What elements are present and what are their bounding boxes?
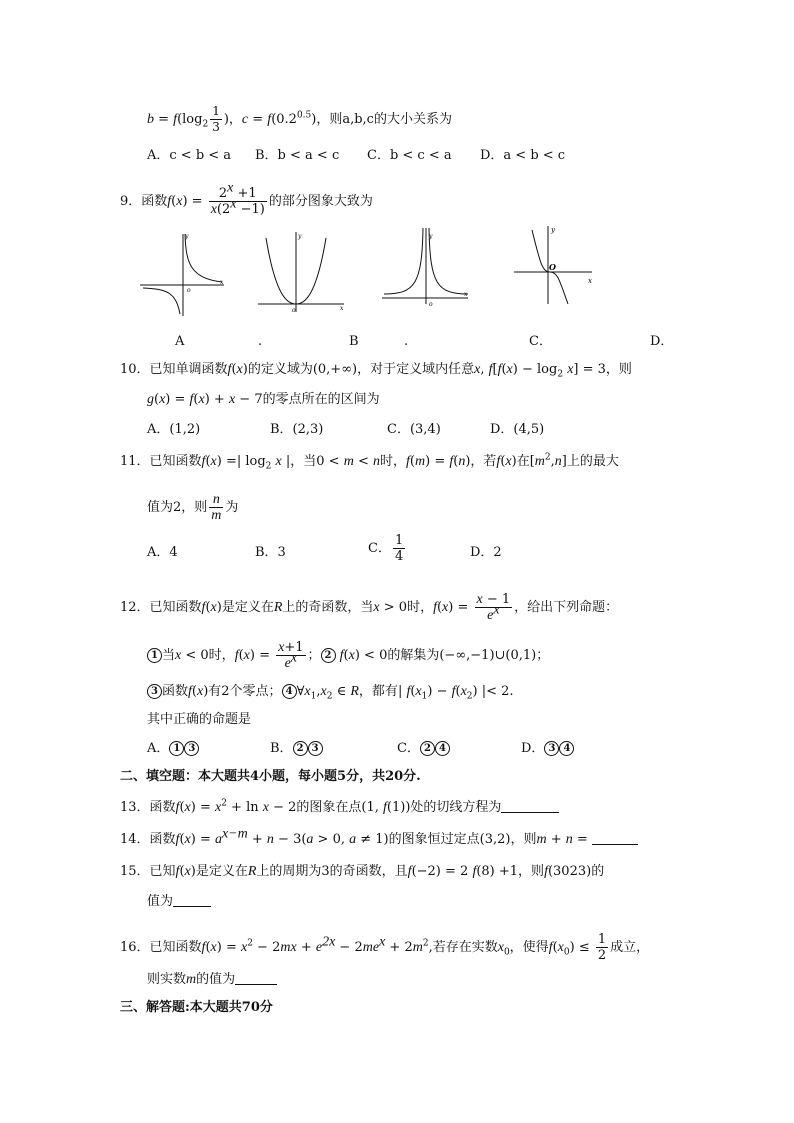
q10-option-a[interactable]: A．(1,2) <box>147 422 201 437</box>
q13-line: 13．函数$f(x) = x^2 + \ln x - 2$的图象在点(1, f(1))处的切线方程为 <box>120 798 559 818</box>
q11-line1: 11．已知函数f(x) =| $\log_2 x$ |，当0 < m < n时，f(m) = f(n)，若f(x)在$[m^2,n]$上的最大 <box>120 452 619 472</box>
graph-a[interactable] <box>138 228 228 320</box>
q9-stem: 9．函数f(x) = $\frac{2^x +1}{x(2^x -1)}$ 的部分图象大致为 <box>120 180 373 217</box>
svg-text:y: y <box>429 233 433 240</box>
q10-line1: 10．已知单调函数f(x)的定义域为(0,+∞)，对于定义域内任意x, $f[f(x) - \log_2 x] = 3$，则 <box>120 362 632 380</box>
q14-line: 14．函数$f(x) = a^{x-m} + n - 3(a > 0$, a ≠ 1)的图象恒过定点(3,2)，则m + n = <box>120 830 638 850</box>
q12-line1: 12．已知函数f(x)是定义在R上的奇函数，当x > 0时，f(x) = $\frac{x - 1}{e^x}$ ，给出下列命题： <box>120 592 619 623</box>
q12-line4: 其中正确的命题是 <box>147 712 252 727</box>
svg-text:x: x <box>464 291 468 298</box>
graph-d[interactable] <box>512 222 598 306</box>
q16-line2: 则实数m的值为 <box>147 970 277 990</box>
q11-line2: 值为2，则 $\frac{n}{m}$ 为 <box>147 492 239 523</box>
q9-label-b: B <box>349 334 359 349</box>
q11-option-d[interactable]: D．2 <box>470 545 502 560</box>
q10-option-d[interactable]: D．(4,5) <box>490 422 545 437</box>
q11-option-a[interactable]: A．4 <box>147 545 178 560</box>
q10-line2: g(x) = f(x) + x − 7的零点所在的区间为 <box>147 392 380 407</box>
graph-c[interactable] <box>380 224 472 308</box>
svg-text:o: o <box>292 307 296 314</box>
q9-label-a: A <box>175 334 185 349</box>
q15-line1: 15．已知f(x)是定义在R上的周期为3的奇函数，且f(−2) = 2 f(8) +1，则f(3023)的 <box>120 864 605 879</box>
svg-text:O: O <box>549 262 556 272</box>
q9-label-dot2: . <box>404 334 409 349</box>
q11-option-b[interactable]: B．3 <box>255 545 286 560</box>
svg-text:o: o <box>187 287 191 294</box>
section-2-heading: 二、填空题：本大题共4小题，每小题5分，共20分. <box>120 769 421 784</box>
q12-option-a[interactable]: A． 1 3 <box>147 739 199 759</box>
q10-option-b[interactable]: B．(2,3) <box>270 422 324 437</box>
q8-option-c[interactable]: C．b < c < a <box>367 148 452 163</box>
q16-line1: 16．已知函数$f(x) = x^2 - 2mx + e^{2x} - 2me^x + 2m^2$,若存在实数$x_0$，使得$f(x_0)$ ≤ $\frac{1}{2}$ 成立， <box>120 932 650 963</box>
q8-option-d[interactable]: D．a < b < c <box>480 148 566 163</box>
svg-text:y: y <box>551 226 555 234</box>
q12-option-d[interactable]: D． 3 4 <box>521 739 574 759</box>
q8-option-a[interactable]: A．c < b < a <box>147 148 232 163</box>
q16-answer-blank[interactable] <box>235 970 277 985</box>
q12-line3: 3 函数f(x)有2个零点； 4 $\forall x_1,x_2$ ∈ R，都有| $f(x_1) - f(x_2)$ |< 2. <box>147 682 514 702</box>
q9-label-dot1: . <box>258 334 263 349</box>
q12-option-b[interactable]: B． 2 3 <box>270 739 323 759</box>
q8-option-b[interactable]: B．b < a < c <box>255 148 340 163</box>
q9-label-d: D． <box>650 334 674 349</box>
graph-b[interactable] <box>256 228 348 316</box>
q12-line2: 1 当x < 0时，f(x) = $\frac{x+1}{e^x}$ ； 2 f(x) < 0的解集为(−∞,−1)∪(0,1)； <box>147 640 549 671</box>
q11-option-c[interactable]: C． $\frac{1}{4}$ <box>368 533 404 564</box>
q15-answer-blank[interactable] <box>173 892 211 907</box>
q9-label-c: C． <box>529 334 552 349</box>
q10-option-c[interactable]: C．(3,4) <box>387 422 441 437</box>
section-3-heading: 三、解答题:本大题共70分 <box>120 1000 273 1015</box>
q12-option-c[interactable]: C． 2 4 <box>397 739 450 759</box>
svg-text:y: y <box>185 233 189 240</box>
svg-text:x: x <box>340 305 344 312</box>
svg-text:x: x <box>588 277 592 285</box>
svg-text:y: y <box>298 233 302 240</box>
svg-text:x: x <box>220 279 224 286</box>
q13-answer-blank[interactable] <box>501 798 559 813</box>
q8-line1: $b = f(\log_2$ $\frac{1}{3}$ )，$c = f(0.2^{0.5})$，则a,b,c的大小关系为 <box>147 104 452 134</box>
q15-line2: 值为 <box>147 892 211 912</box>
q14-answer-blank[interactable] <box>592 830 638 845</box>
svg-text:o: o <box>429 301 433 308</box>
